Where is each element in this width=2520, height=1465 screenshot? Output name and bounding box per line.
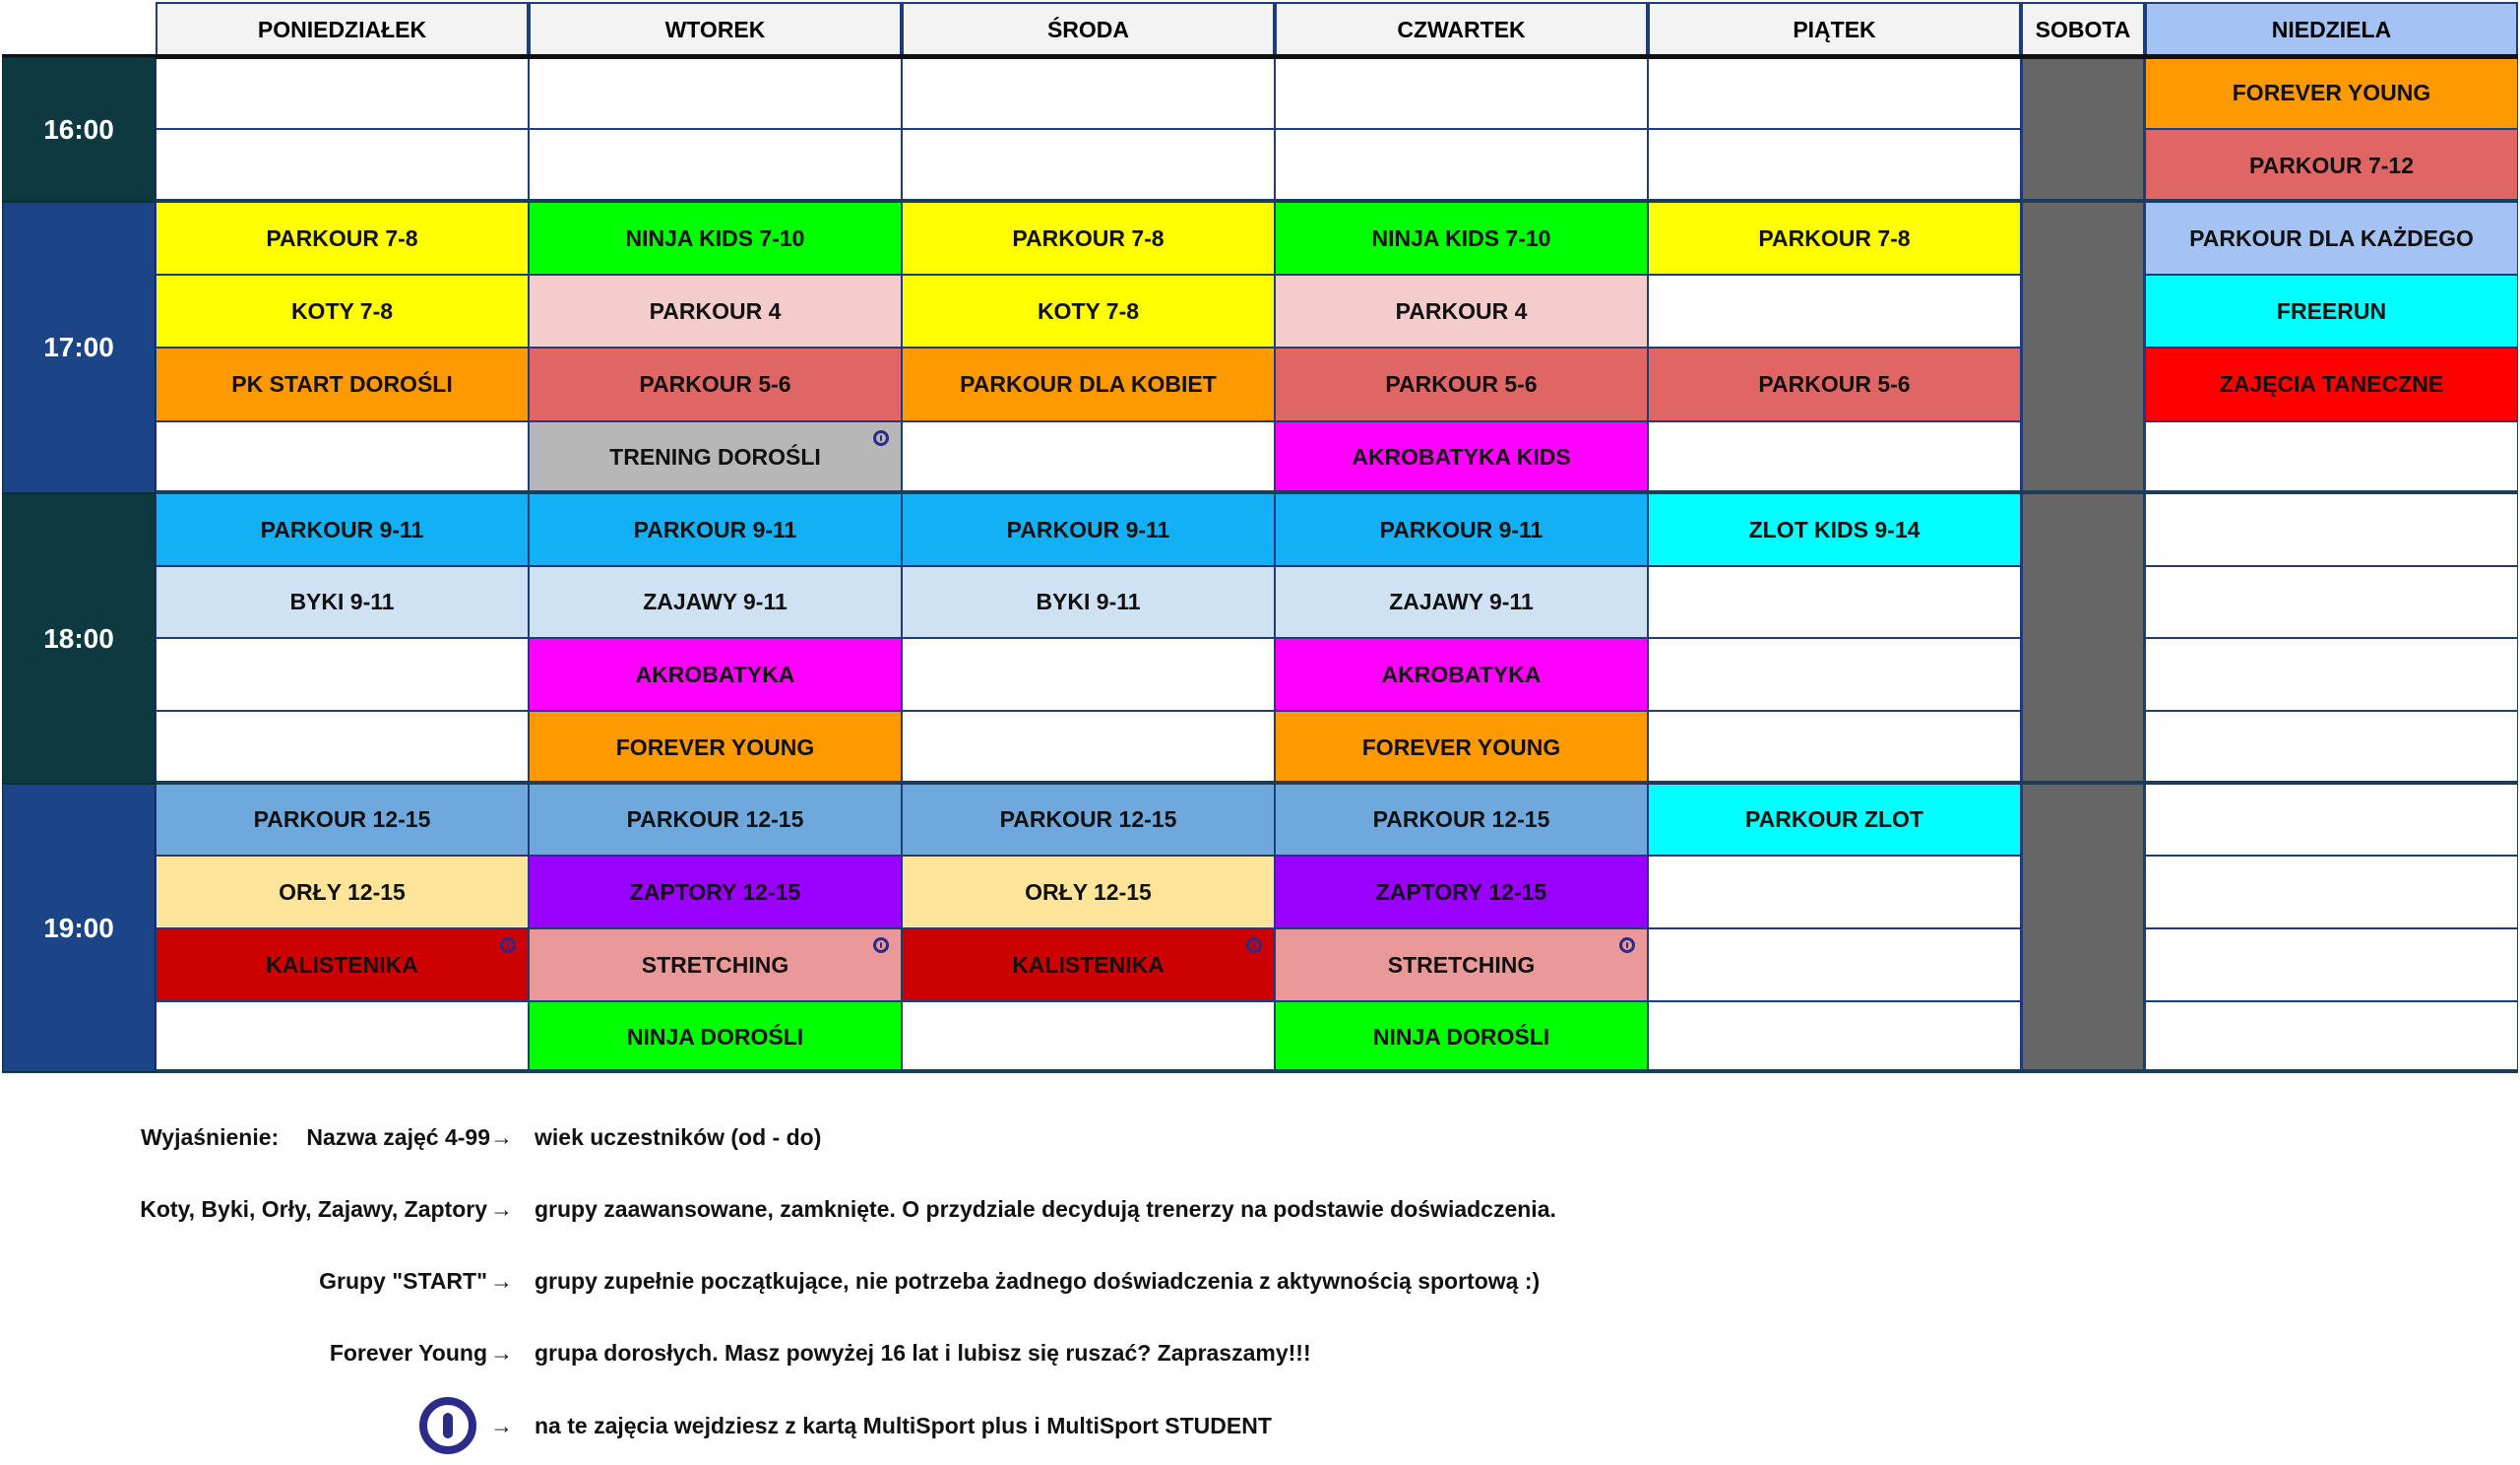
legend-row xyxy=(0,1261,2520,1301)
legend-key: Grupy "START" xyxy=(319,1268,487,1294)
class-name: FOREVER YOUNG xyxy=(1361,733,1561,760)
arrow-icon: → xyxy=(490,1340,513,1366)
class-name: ZAJAWY 9-11 xyxy=(1389,589,1534,614)
arrow-icon: → xyxy=(490,1124,513,1150)
time-label: 19:00 xyxy=(2,784,156,1072)
schedule-cell xyxy=(1648,566,2021,638)
class-name: PARKOUR 12-15 xyxy=(999,806,1177,832)
class-cell[interactable] xyxy=(1275,638,1648,711)
class-name: PARKOUR 7-8 xyxy=(1758,224,1911,251)
legend-desc: grupy zupełnie początkujące, nie potrzeba żadnego doświadczenia z aktywnością sportową :) xyxy=(535,1268,1541,1294)
class-name: NINJA DOROŚLI xyxy=(626,1023,804,1050)
schedule-cell xyxy=(156,421,529,493)
class-cell[interactable] xyxy=(902,348,1275,421)
schedule-cell xyxy=(156,711,529,784)
time-label: 17:00 xyxy=(2,202,156,493)
arrow-icon: → xyxy=(490,1196,513,1222)
class-name: PARKOUR 12-15 xyxy=(253,806,431,832)
class-name: PARKOUR 4 xyxy=(649,297,782,324)
schedule-cell xyxy=(2145,784,2518,856)
class-cell[interactable] xyxy=(2145,129,2518,202)
class-name: BYKI 9-11 xyxy=(1036,589,1141,614)
class-cell[interactable] xyxy=(1275,348,1648,421)
class-cell[interactable] xyxy=(156,348,529,421)
class-cell[interactable] xyxy=(156,493,529,566)
class-name: PARKOUR 5-6 xyxy=(1385,371,1538,397)
class-name: PARKOUR 4 xyxy=(1395,297,1528,324)
class-cell[interactable] xyxy=(1648,493,2021,566)
class-name: ZAJAWY 9-11 xyxy=(643,589,788,614)
class-name: AKROBATYKA xyxy=(635,661,795,687)
schedule-cell xyxy=(1648,275,2021,348)
schedule-cell xyxy=(2145,856,2518,928)
class-name: PARKOUR 12-15 xyxy=(626,806,804,832)
schedule-cell xyxy=(902,711,1275,784)
class-name: ZAPTORY 12-15 xyxy=(629,878,801,905)
schedule-cell xyxy=(1275,57,1648,129)
arrow-icon: → xyxy=(490,1413,513,1438)
schedule-cell xyxy=(2145,638,2518,711)
legend-desc: grupy zaawansowane, zamknięte. O przydziale decydują trenerzy na podstawie doświadczenia. xyxy=(535,1196,1556,1222)
class-name: PARKOUR 7-12 xyxy=(2249,152,2414,178)
class-cell[interactable] xyxy=(902,275,1275,348)
class-name: FOREVER YOUNG xyxy=(2232,80,2431,105)
class-cell[interactable] xyxy=(2145,202,2518,275)
schedule-cell xyxy=(1648,129,2021,202)
schedule-cell xyxy=(902,1001,1275,1072)
class-cell[interactable] xyxy=(529,275,902,348)
class-cell[interactable] xyxy=(529,856,902,928)
class-name: PARKOUR DLA KAŻDEGO xyxy=(2189,224,2474,251)
class-cell[interactable] xyxy=(156,928,529,1001)
class-cell[interactable] xyxy=(1275,856,1648,928)
schedule-cell xyxy=(2145,493,2518,566)
block-divider xyxy=(2,199,2518,203)
legend-desc: na te zajęcia wejdziesz z kartą MultiSport plus i MultiSport STUDENT xyxy=(535,1413,1272,1438)
day-header: PIĄTEK xyxy=(1648,2,2021,57)
class-cell[interactable] xyxy=(156,275,529,348)
class-cell[interactable] xyxy=(156,856,529,928)
multisport-icon xyxy=(1619,937,1635,953)
class-cell[interactable] xyxy=(156,202,529,275)
class-name: TRENING DOROŚLI xyxy=(609,444,821,470)
class-cell[interactable] xyxy=(2145,348,2518,421)
class-name: KALISTENIKA xyxy=(1012,951,1165,978)
class-cell[interactable] xyxy=(529,566,902,638)
class-name: PARKOUR 9-11 xyxy=(633,516,797,542)
class-name: ZAPTORY 12-15 xyxy=(1375,878,1547,905)
class-cell[interactable] xyxy=(529,202,902,275)
class-name: PARKOUR 9-11 xyxy=(260,516,424,542)
block-divider xyxy=(2,54,2518,59)
schedule-cell xyxy=(1648,711,2021,784)
class-name: AKROBATYKA xyxy=(1381,661,1542,687)
legend-row xyxy=(0,1117,2520,1157)
class-name: ORŁY 12-15 xyxy=(279,878,406,905)
class-name: KALISTENIKA xyxy=(266,951,418,978)
class-cell[interactable] xyxy=(902,493,1275,566)
class-name: NINJA KIDS 7-10 xyxy=(625,224,805,251)
schedule-cell xyxy=(2145,711,2518,784)
saturday-column xyxy=(2021,57,2145,1072)
class-name: ORŁY 12-15 xyxy=(1025,878,1152,905)
class-cell[interactable] xyxy=(1275,493,1648,566)
class-cell[interactable] xyxy=(1275,711,1648,784)
class-name: ZAJĘCIA TANECZNE xyxy=(2219,371,2444,397)
schedule-cell xyxy=(2145,421,2518,493)
schedule-cell xyxy=(1648,638,2021,711)
class-name: PARKOUR 7-8 xyxy=(1012,224,1165,251)
class-cell[interactable] xyxy=(529,1001,902,1072)
class-name: PARKOUR 7-8 xyxy=(266,224,418,251)
class-cell[interactable] xyxy=(156,784,529,856)
class-name: PARKOUR DLA KOBIET xyxy=(960,371,1217,397)
class-name: PARKOUR 9-11 xyxy=(1006,516,1170,542)
class-cell[interactable] xyxy=(902,856,1275,928)
class-cell[interactable] xyxy=(902,202,1275,275)
arrow-icon: → xyxy=(490,1268,513,1294)
schedule-cell xyxy=(2145,1001,2518,1072)
class-name: PARKOUR 5-6 xyxy=(1758,371,1911,397)
day-header: CZWARTEK xyxy=(1275,2,1648,57)
block-divider xyxy=(2,1069,2518,1073)
schedule-cell xyxy=(1648,1001,2021,1072)
class-name: PARKOUR 12-15 xyxy=(1372,806,1550,832)
class-name: NINJA KIDS 7-10 xyxy=(1371,224,1551,251)
class-name: NINJA DOROŚLI xyxy=(1372,1023,1550,1050)
class-cell[interactable] xyxy=(1648,784,2021,856)
schedule-cell xyxy=(2145,928,2518,1001)
class-cell[interactable] xyxy=(529,493,902,566)
class-cell[interactable] xyxy=(529,784,902,856)
schedule-cell xyxy=(1275,129,1648,202)
schedule-cell xyxy=(902,638,1275,711)
schedule-cell xyxy=(2145,566,2518,638)
schedule-cell xyxy=(1648,421,2021,493)
class-name: AKROBATYKA KIDS xyxy=(1352,444,1571,470)
class-name: STRETCHING xyxy=(1387,951,1536,978)
legend-row xyxy=(0,1333,2520,1372)
block-divider xyxy=(2,781,2518,785)
class-cell[interactable] xyxy=(156,566,529,638)
day-header: SOBOTA xyxy=(2021,2,2145,57)
schedule-cell xyxy=(156,638,529,711)
class-cell[interactable] xyxy=(1648,348,2021,421)
day-header: ŚRODA xyxy=(902,2,1275,57)
class-name: FREERUN xyxy=(2276,297,2387,324)
block-divider xyxy=(2,490,2518,494)
schedule-cell xyxy=(1648,928,2021,1001)
multisport-icon xyxy=(1246,937,1262,953)
schedule-cell xyxy=(156,57,529,129)
class-cell[interactable] xyxy=(1275,1001,1648,1072)
legend-desc: grupa dorosłych. Masz powyżej 16 lat i lubisz się ruszać? Zapraszamy!!! xyxy=(535,1340,1311,1366)
class-cell[interactable] xyxy=(529,638,902,711)
class-cell[interactable] xyxy=(2145,57,2518,129)
legend-key: Nazwa zajęć 4-99 xyxy=(306,1124,490,1150)
time-label: 18:00 xyxy=(2,493,156,784)
schedule-cell xyxy=(529,57,902,129)
class-cell[interactable] xyxy=(1275,275,1648,348)
class-cell[interactable] xyxy=(902,566,1275,638)
class-name: FOREVER YOUNG xyxy=(615,733,815,760)
legend-title: Wyjaśnienie: xyxy=(141,1124,280,1150)
class-cell[interactable] xyxy=(1275,202,1648,275)
schedule-cell xyxy=(902,57,1275,129)
class-name: PARKOUR ZLOT xyxy=(1744,806,1923,832)
class-cell[interactable] xyxy=(529,421,902,493)
class-cell[interactable] xyxy=(1275,784,1648,856)
time-label: 16:00 xyxy=(2,57,156,202)
class-cell[interactable] xyxy=(1275,566,1648,638)
class-name: STRETCHING xyxy=(641,951,789,978)
legend-row xyxy=(0,1189,2520,1229)
multisport-icon xyxy=(873,430,889,446)
legend-key: Koty, Byki, Orły, Zajawy, Zaptory xyxy=(140,1196,487,1222)
class-cell[interactable] xyxy=(529,928,902,1001)
schedule-cell xyxy=(529,129,902,202)
legend-key: Forever Young xyxy=(329,1340,487,1366)
class-cell[interactable] xyxy=(902,784,1275,856)
class-cell[interactable] xyxy=(529,348,902,421)
class-name: PARKOUR 5-6 xyxy=(639,371,791,397)
class-name: KOTY 7-8 xyxy=(1037,297,1140,324)
class-name: BYKI 9-11 xyxy=(289,589,395,614)
class-cell[interactable] xyxy=(902,928,1275,1001)
schedule-cell xyxy=(1648,856,2021,928)
day-header: NIEDZIELA xyxy=(2145,2,2518,57)
day-header: WTOREK xyxy=(529,2,902,57)
class-cell[interactable] xyxy=(2145,275,2518,348)
class-cell[interactable] xyxy=(1275,421,1648,493)
class-cell[interactable] xyxy=(529,711,902,784)
multisport-icon xyxy=(500,937,516,953)
class-name: KOTY 7-8 xyxy=(290,297,394,324)
class-name: PARKOUR 9-11 xyxy=(1379,516,1544,542)
class-name: ZLOT KIDS 9-14 xyxy=(1748,516,1921,542)
schedule-cell xyxy=(156,1001,529,1072)
class-name: PK START DOROŚLI xyxy=(231,371,453,397)
legend-row xyxy=(0,1406,2520,1445)
legend-desc: wiek uczestników (od - do) xyxy=(535,1124,822,1150)
schedule-cell xyxy=(902,129,1275,202)
class-cell[interactable] xyxy=(1648,202,2021,275)
schedule-cell xyxy=(1648,57,2021,129)
schedule-cell xyxy=(156,129,529,202)
class-cell[interactable] xyxy=(1275,928,1648,1001)
day-header: PONIEDZIAŁEK xyxy=(156,2,529,57)
schedule-cell xyxy=(902,421,1275,493)
multisport-icon xyxy=(873,937,889,953)
